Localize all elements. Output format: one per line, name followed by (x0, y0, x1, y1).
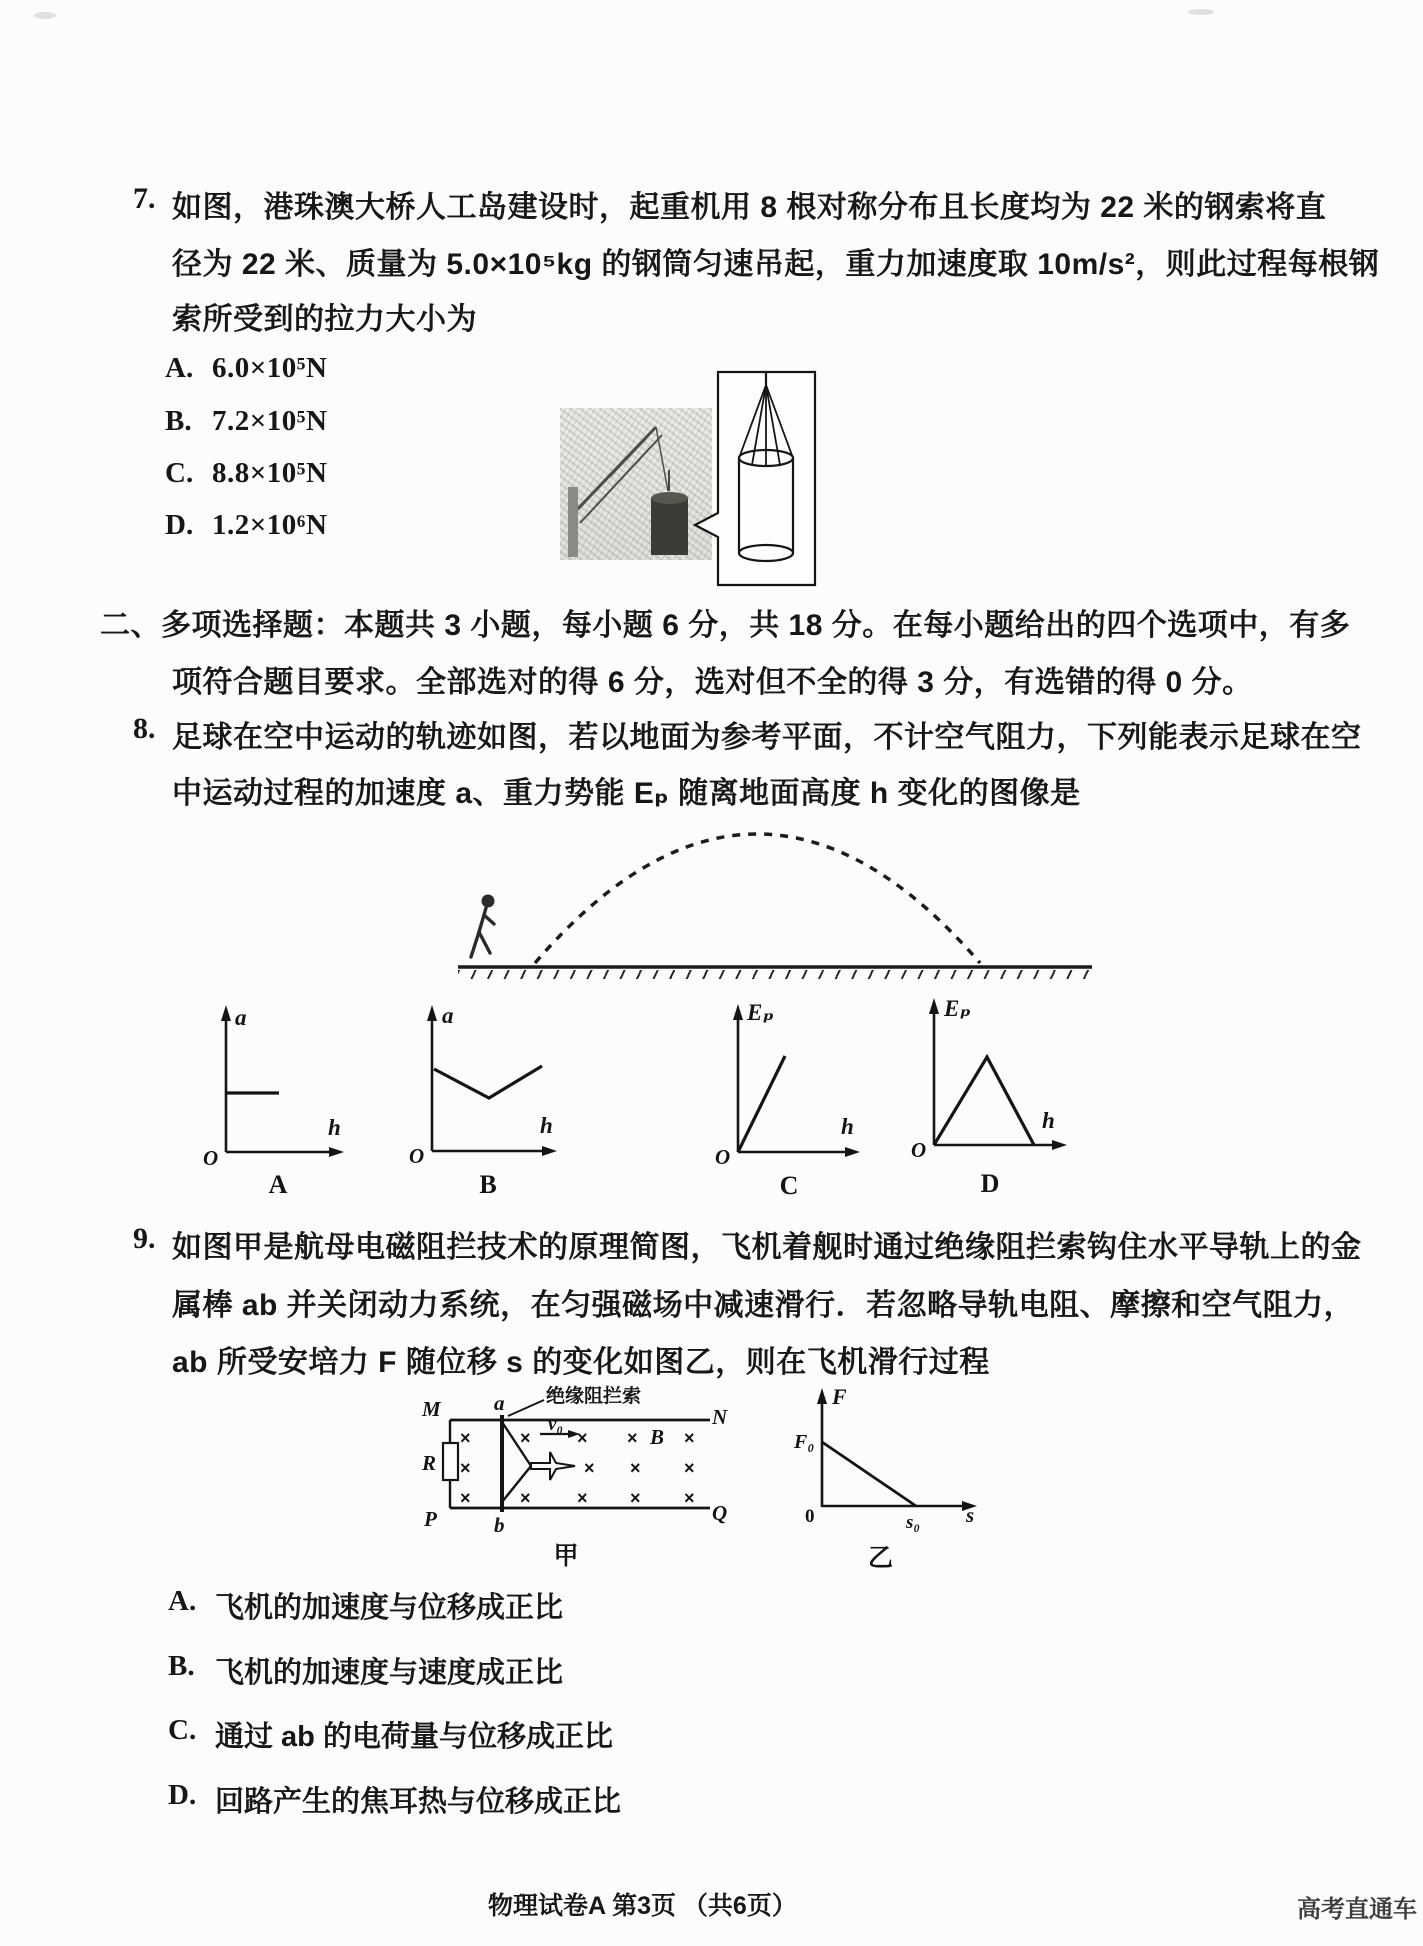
field-cross-icon: × (630, 1458, 641, 1478)
label-p: P (424, 1507, 437, 1531)
y-axis-label: Eₚ (747, 1000, 774, 1025)
q7-figure (550, 365, 830, 595)
field-cross-icon: × (627, 1428, 638, 1448)
field-cross-icon: × (684, 1428, 695, 1448)
x-axis-label: h (328, 1115, 341, 1140)
graph-d-caption: D (980, 1169, 1000, 1198)
q9-line-3: ab 所受安培力 F 随位移 s 的变化如图乙，则在飞机滑行过程 (172, 1346, 990, 1379)
label-r: R (422, 1451, 437, 1475)
f0-label: F₀ (794, 1431, 815, 1453)
y-axis-label: a (235, 1005, 247, 1030)
q7-option-a-text: 6.0×10⁵N (212, 352, 328, 384)
section2-line-1: 二、多项选择题：本题共 3 小题，每小题 6 分，共 18 分。在每小题给出的四个选项中，有多 (100, 609, 1351, 642)
x-axis-label: h (841, 1114, 854, 1139)
q9-option-c-text: 通过 ab 的电荷量与位移成正比 (215, 1721, 613, 1753)
q7-option-c-label: C. (165, 457, 194, 489)
y-axis-arrow (733, 1004, 743, 1020)
graph-b-caption: B (479, 1170, 497, 1199)
field-cross-icon: × (684, 1458, 695, 1478)
q9-number: 9. (133, 1222, 156, 1255)
q8-line-1: 足球在空中运动的轨迹如图，若以地面为参考平面，不计空气阻力，下列能表示足球在空 (172, 721, 1362, 754)
q7-option-c-text: 8.8×10⁵N (212, 457, 328, 489)
scan-smudge (1188, 9, 1214, 15)
graph-c-curve (738, 1056, 785, 1152)
y-axis-arrow (929, 998, 939, 1014)
field-cross-icon: × (577, 1488, 588, 1508)
q7-option-b-text: 7.2×10⁵N (212, 405, 328, 437)
q7-line-3: 索所受到的拉力大小为 (172, 303, 477, 336)
label-a: a (494, 1391, 505, 1415)
s-axis-label: s (966, 1503, 975, 1527)
cable-label: 绝缘阻拦索 (546, 1386, 642, 1407)
cable-label-leader (508, 1400, 544, 1416)
y-axis-label: Eₚ (944, 996, 971, 1021)
q9-line-1: 如图甲是航母电磁阻拦技术的原理简图，飞机着舰时通过绝缘阻拦索钩住水平导轨上的金 (172, 1231, 1362, 1264)
fs-curve (822, 1442, 916, 1506)
x-axis-label: h (1042, 1108, 1055, 1133)
x-axis-arrow (1052, 1140, 1067, 1150)
field-cross-icon: × (460, 1428, 471, 1448)
graph-d (890, 988, 1075, 1200)
cylinder-callout (695, 372, 815, 585)
graph-a (183, 995, 363, 1200)
q8-number: 8. (133, 712, 156, 745)
page-indicator: 物理试卷A 第3页 （共6页） (488, 1892, 797, 1920)
scan-smudge (34, 12, 56, 19)
origin-label: 0 (805, 1506, 815, 1527)
q7-option-b-label: B. (165, 405, 192, 437)
section2-line-2: 项符合题目要求。全部选对的得 6 分，选对但不全的得 3 分，有选错的得 0 分。 (172, 666, 1253, 699)
label-b: b (494, 1513, 505, 1537)
field-cross-icon: × (520, 1428, 531, 1448)
field-cross-icon: × (577, 1428, 588, 1448)
x-axis-arrow (542, 1146, 557, 1156)
field-cross-icon: × (460, 1488, 471, 1508)
origin-label: O (911, 1138, 927, 1162)
q9-line-2: 属棒 ab 并关闭动力系统，在匀强磁场中减速滑行．若忽略导轨电阻、摩擦和空气阻力， (172, 1289, 1355, 1322)
q7-option-d-label: D. (165, 509, 194, 541)
fs-graph (788, 1382, 993, 1577)
y-axis-arrow (221, 1005, 231, 1021)
graph-d-curve (934, 1057, 1034, 1145)
airplane-icon (531, 1452, 575, 1480)
s0-label: s₀ (906, 1512, 921, 1533)
graph-c-caption: C (779, 1171, 799, 1200)
origin-label: O (203, 1146, 219, 1170)
resistor (443, 1443, 458, 1480)
field-cross-icon: × (584, 1458, 595, 1478)
q7-line-2: 径为 22 米、质量为 5.0×10⁵kg 的钢筒匀速吊起，重力加速度取 10m/s²，则此过程每根钢 (172, 248, 1380, 281)
origin-label: O (409, 1144, 425, 1168)
x-axis-label: h (540, 1113, 553, 1138)
q9-option-a-text: 飞机的加速度与位移成正比 (215, 1592, 564, 1624)
q7-option-a-label: A. (165, 352, 194, 384)
q9-option-d-text: 回路产生的焦耳热与位移成正比 (215, 1786, 622, 1818)
circuit-figure (398, 1382, 733, 1577)
field-cross-icon: × (460, 1458, 471, 1478)
watermark: 高考直通车 (1297, 1896, 1417, 1923)
ground-hatching (458, 970, 1094, 979)
q9-option-d-label: D. (168, 1779, 197, 1811)
figure-jia-caption: 甲 (553, 1542, 579, 1570)
field-cross-icon: × (630, 1488, 641, 1508)
q7-number: 7. (133, 182, 156, 215)
y-axis-label: a (442, 1003, 454, 1028)
graph-c (693, 992, 873, 1200)
field-cross-icon: × (520, 1488, 531, 1508)
label-q: Q (712, 1501, 728, 1525)
x-axis-arrow (845, 1147, 860, 1157)
label-b-field: B (650, 1425, 665, 1449)
field-cross-icon: × (684, 1488, 695, 1508)
y-axis-arrow (817, 1388, 827, 1404)
f-axis-label: F (832, 1384, 847, 1409)
trajectory-figure (440, 820, 1110, 980)
figure-yi-caption: 乙 (868, 1544, 894, 1572)
graph-b (390, 995, 570, 1200)
label-m: M (422, 1397, 441, 1421)
y-axis-arrow (427, 1005, 437, 1021)
q9-option-b-text: 飞机的加速度与速度成正比 (215, 1657, 564, 1689)
label-n: N (712, 1405, 728, 1429)
graph-b-curve (434, 1066, 542, 1098)
graph-a-caption: A (268, 1170, 288, 1199)
q9-option-b-label: B. (168, 1650, 195, 1682)
origin-label: O (715, 1145, 731, 1169)
x-axis-arrow (329, 1147, 344, 1157)
q9-option-c-label: C. (168, 1714, 197, 1746)
q9-option-a-label: A. (168, 1585, 197, 1617)
trajectory-path (535, 834, 980, 963)
q7-option-d-text: 1.2×10⁶N (212, 509, 328, 541)
label-v0: v₀ (548, 1414, 564, 1435)
kicker-person-icon (471, 895, 495, 958)
q7-line-1: 如图，港珠澳大桥人工岛建设时，起重机用 8 根对称分布且长度均为 22 米的钢索将直 (172, 191, 1327, 224)
q8-line-2: 中运动过程的加速度 a、重力势能 Eₚ 随离地面高度 h 变化的图像是 (172, 777, 1081, 810)
photo-cylinder (651, 470, 688, 555)
